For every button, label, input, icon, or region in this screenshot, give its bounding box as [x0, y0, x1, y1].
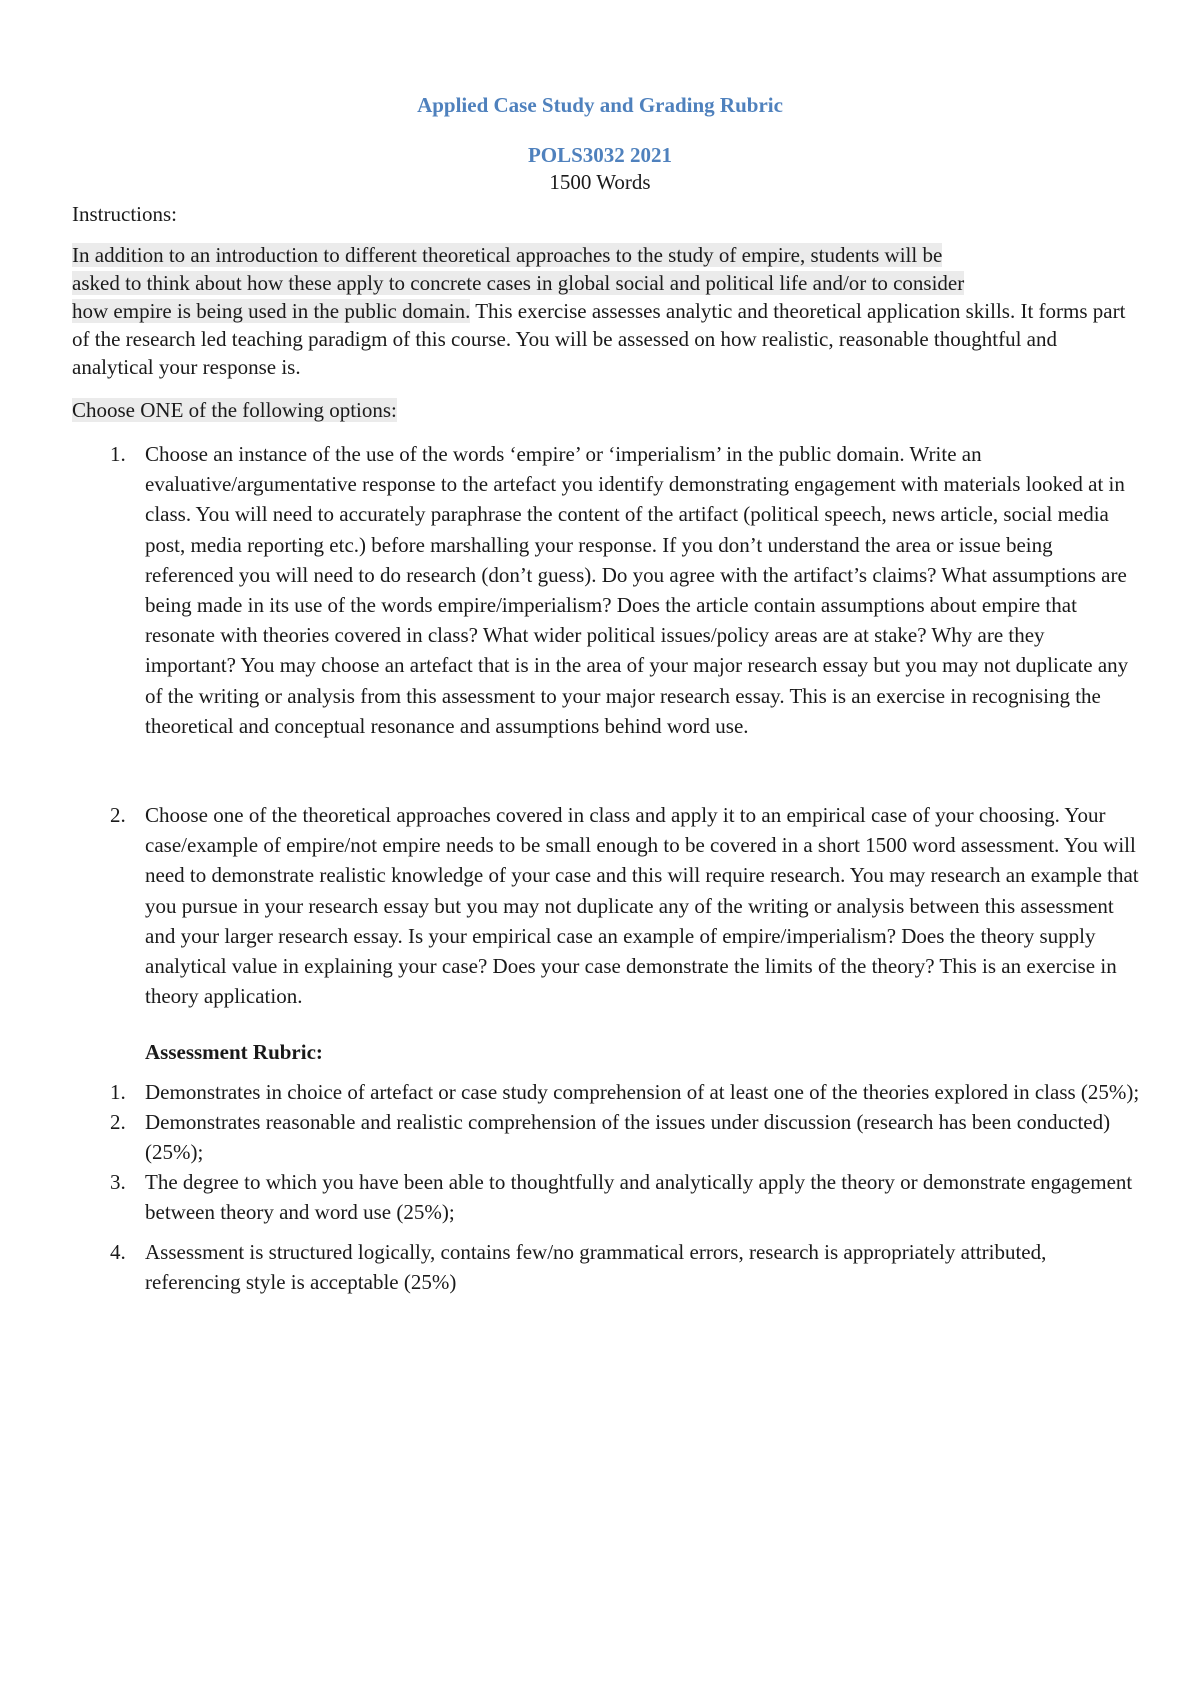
options-label-text: Choose ONE of the following options: [72, 398, 397, 422]
list-item [72, 1077, 1140, 1107]
instructions-line-2: asked to think about how these apply to concrete cases in global social and political life and/or to consider [72, 271, 965, 295]
rubric-number: 3. [110, 1170, 126, 1194]
rubric-number: 1. [110, 1080, 126, 1104]
word-count: 1500 Words [549, 170, 651, 194]
rubric-number: 2. [110, 1110, 126, 1134]
list-item [72, 1237, 1140, 1297]
list-item [72, 1107, 1140, 1167]
instructions-paragraph [72, 241, 1140, 381]
instructions-line-rest: This exercise assesses analytic and theoretical application skills. It forms part of the research led teaching paradigm of this course. You will be assessed on how realistic, reasonable thoughtful and analytical your response is. [72, 299, 1126, 379]
list-item [72, 800, 1140, 1011]
list-item [72, 439, 1140, 741]
options-list [72, 439, 1140, 741]
rubric-list [72, 1077, 1140, 1297]
rubric-text: Assessment is structured logically, contains few/no grammatical errors, research is appropriately attributed, referencing style is acceptable (25%) [145, 1240, 1047, 1294]
option-number: 1. [110, 442, 126, 466]
rubric-text: Demonstrates reasonable and realistic comprehension of the issues under discussion (research has been conducted) (25%); [145, 1110, 1111, 1164]
option-text: Choose an instance of the use of the words ‘empire’ or ‘imperialism’ in the public domain. Write an evaluative/argumentative response to the artefact you identify demonstrating engagement with materials looked at in class. You will need to accurately paraphrase the content of the artifact (political speech, news article, social media post, media reporting etc.) before marshalling your response. If you don’t understand the area or issue being referenced you will need to do research (don’t guess). Do you agree with the artifact’s claims? What assumptions are being made in its use of the words empire/imperialism? Does the article contain assumptions about empire that resonate with theories covered in class? What wider political issues/policy areas are at stake? Why are they important? You may choose an artefact that is in the area of your major research essay but you may not duplicate any of the writing or analysis from this assessment to your major research essay. This is an exercise in recognising the theoretical and conceptual resonance and assumptions behind word use. [145, 442, 1129, 738]
course-code: POLS3032 2021 [527, 143, 673, 167]
instructions-label: Instructions: [72, 202, 177, 226]
instructions-line-3: how empire is being used in the public domain. [72, 299, 471, 323]
document-title: Applied Case Study and Grading Rubric [417, 93, 783, 117]
option-text: Choose one of the theoretical approaches covered in class and apply it to an empirical case of your choosing. Your case/example of empire/not empire needs to be small enough to be covered in a short 1500 word assessment. You will need to demonstrate realistic knowledge of your case and this will require research. You may research an example that you pursue in your research essay but you may not duplicate any of the writing or analysis between this assessment and your larger research essay. Is your empirical case an example of empire/imperialism? Does the theory supply analytical value in explaining your case? Does your case demonstrate the limits of the theory? This is an exercise in theory application. [145, 803, 1139, 1009]
rubric-text: The degree to which you have been able to thoughtfully and analytically apply the theory or demonstrate engagement between theory and word use (25%); [145, 1170, 1133, 1224]
options-list-2 [72, 800, 1140, 1011]
instructions-line-1: In addition to an introduction to different theoretical approaches to the study of empire, students will be [72, 243, 943, 267]
list-item [72, 1167, 1140, 1227]
rubric-text: Demonstrates in choice of artefact or case study comprehension of at least one of the theories explored in class (25%); [145, 1080, 1140, 1104]
options-label [72, 396, 1140, 424]
rubric-number: 4. [110, 1240, 126, 1264]
option-number: 2. [110, 803, 126, 827]
rubric-heading: Assessment Rubric: [145, 1040, 323, 1064]
